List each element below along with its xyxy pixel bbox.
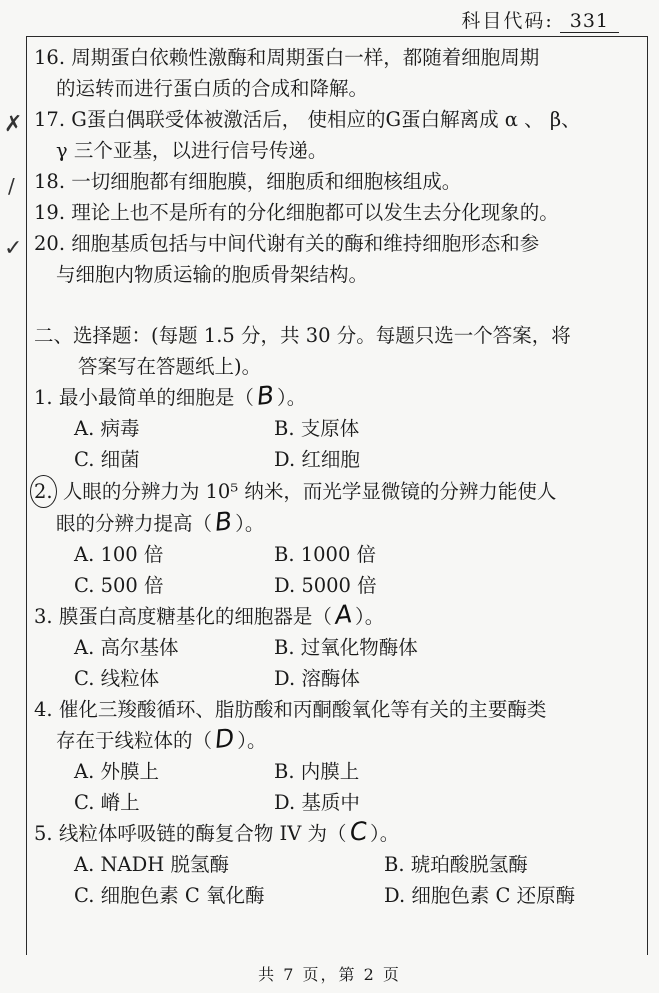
option-b: B. 过氧化物酶体 — [274, 636, 418, 659]
question-stem-end: ）。 — [237, 729, 267, 752]
section-title: 答案写在答题纸上)。 — [78, 355, 262, 378]
option-a: A. 高尔基体 — [74, 636, 179, 659]
tf-question-18 — [34, 166, 649, 197]
question-stem-end: ）。 — [369, 822, 400, 845]
question-text: 17. G蛋白偶联受体被激活后， 使相应的G蛋白解离成 α 、 β、 — [34, 108, 581, 131]
question-stem: 人眼的分辨力为 10⁵ 纳米，而光学显微镜的分辨力能使人 — [62, 480, 557, 503]
option-a: A. 100 倍 — [74, 543, 164, 566]
option-c: C. 500 倍 — [74, 574, 164, 597]
option-b: B. 琥珀酸脱氢酶 — [384, 853, 528, 876]
option-a: A. 病毒 — [74, 417, 140, 440]
tf-question-19 — [34, 197, 649, 228]
handwritten-circled-number: 2. — [30, 475, 57, 508]
question-stem-end: ）。 — [235, 512, 265, 535]
tf-question-16 — [34, 42, 649, 104]
exam-content — [34, 42, 649, 911]
handwritten-answer: A — [333, 599, 354, 630]
option-c: C. 细菌 — [74, 448, 140, 471]
option-a: A. 外膜上 — [74, 760, 159, 783]
subject-code-label: 科目代码: — [461, 10, 554, 32]
handwritten-slash-mark-18: / — [8, 174, 15, 198]
option-d: D. 细胞色素 C 还原酶 — [384, 884, 576, 907]
question-stem: 最小最简单的细胞是（ — [58, 386, 254, 409]
section-2-heading — [34, 320, 649, 382]
mc-question-1 — [34, 382, 649, 475]
handwritten-check-mark-20: ✓ — [4, 236, 23, 261]
question-stem: 催化三羧酸循环、脂肪酸和丙酮酸氧化等有关的主要酶类 — [58, 698, 547, 721]
option-b: B. 内膜上 — [274, 760, 360, 783]
question-text: 20. 细胞基质包括与中间代谢有关的酶和维持细胞形态和参 — [34, 232, 540, 255]
subject-code-value: 331 — [560, 10, 619, 33]
mc-question-2 — [34, 475, 649, 601]
question-stem: 膜蛋白高度糖基化的细胞器是（ — [58, 605, 332, 628]
handwritten-answer: D — [213, 723, 236, 754]
handwritten-answer: B — [213, 506, 234, 537]
question-text: 的运转而进行蛋白质的合成和降解。 — [56, 77, 369, 100]
option-d: D. 溶酶体 — [274, 667, 360, 690]
question-number: 3. — [34, 605, 53, 628]
mc-question-5 — [34, 818, 649, 911]
question-number: 5. — [34, 822, 53, 845]
handwritten-answer: B — [255, 380, 276, 411]
question-stem-end: ）。 — [354, 605, 385, 628]
section-gap — [34, 290, 649, 320]
option-a: A. NADH 脱氢酶 — [74, 853, 229, 876]
question-text: 16. 周期蛋白依赖性激酶和周期蛋白一样，都随着细胞周期 — [34, 46, 540, 69]
option-d: D. 基质中 — [274, 791, 360, 814]
option-d: D. 红细胞 — [274, 448, 360, 471]
subject-code-header — [461, 6, 619, 33]
question-text: 18. 一切细胞都有细胞膜，细胞质和细胞核组成。 — [34, 170, 462, 193]
option-b: B. 1000 倍 — [274, 543, 377, 566]
option-d: D. 5000 倍 — [274, 574, 377, 597]
mc-question-3 — [34, 601, 649, 694]
question-number: 1. — [34, 386, 53, 409]
handwritten-answer: C — [347, 816, 369, 847]
option-b: B. 支原体 — [274, 417, 360, 440]
option-c: C. 线粒体 — [74, 667, 160, 690]
question-text: 19. 理论上也不是所有的分化细胞都可以发生去分化现象的。 — [34, 201, 559, 224]
section-title: 二、选择题：(每题 1.5 分，共 30 分。每题只选一个答案，将 — [34, 324, 571, 347]
question-stem: 存在于线粒体的（ — [56, 729, 213, 752]
question-stem: 线粒体呼吸链的酶复合物 IV 为（ — [58, 822, 347, 845]
option-c: C. 嵴上 — [74, 791, 140, 814]
mc-question-4 — [34, 694, 649, 818]
question-stem: 眼的分辨力提高（ — [56, 512, 213, 535]
question-number: 4. — [34, 698, 53, 721]
option-c: C. 细胞色素 C 氧化酶 — [74, 884, 265, 907]
tf-question-17 — [34, 104, 649, 166]
question-text: γ 三个亚基，以进行信号传递。 — [56, 139, 328, 162]
handwritten-cross-mark-17: ✗ — [4, 112, 23, 137]
question-stem-end: ）。 — [276, 386, 307, 409]
page-footer: 共 7 页，第 2 页 — [258, 965, 401, 984]
question-text: 与细胞内物质运输的胞质骨架结构。 — [56, 263, 369, 286]
tf-question-20 — [34, 228, 649, 290]
